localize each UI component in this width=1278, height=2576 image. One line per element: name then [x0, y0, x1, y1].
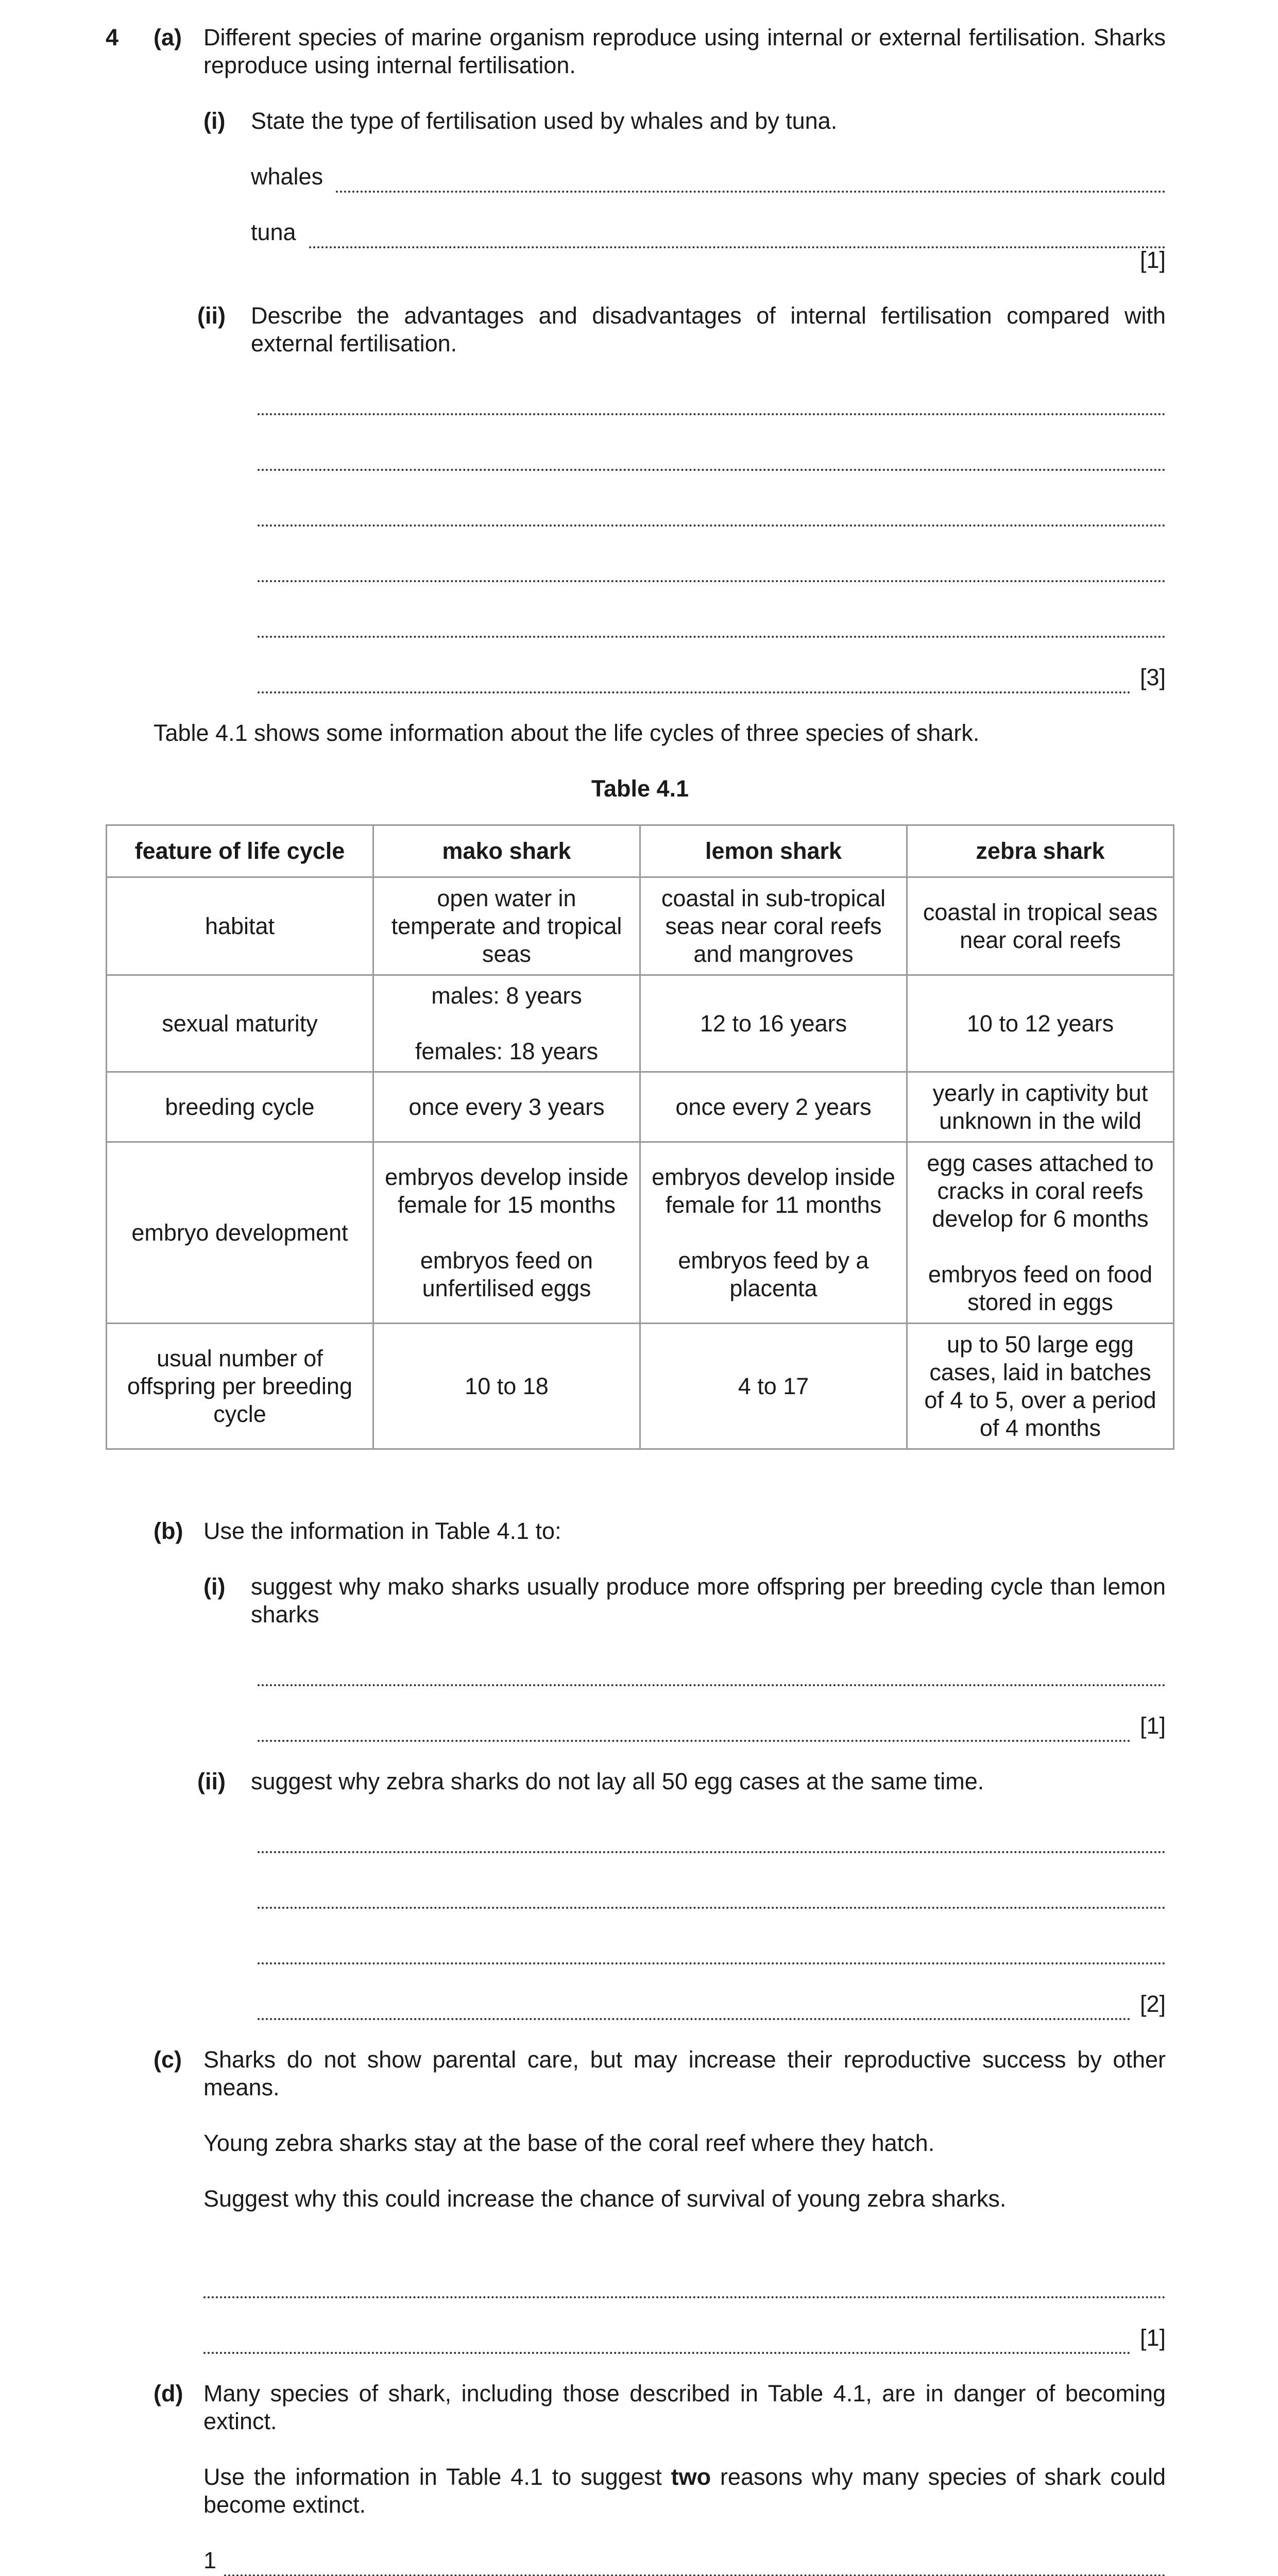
table-cell: open water in temperate and tropical seas — [373, 877, 640, 975]
table-cell: 10 to 12 years — [907, 975, 1174, 1072]
table-header-row — [107, 825, 1174, 877]
answer-line[interactable] — [258, 608, 1166, 638]
part-b-i-label: (i) — [203, 1573, 226, 1600]
table-cell — [640, 1142, 907, 1324]
cell-line: embryos develop inside female for 15 months — [385, 1163, 628, 1218]
part-a-ii-text: Describe the advantages and disadvantages of internal fertilisation compared with external fertilisation. — [251, 302, 1166, 357]
part-c-paragraph-3: Suggest why this could increase the chance of survival of young zebra sharks. — [203, 2185, 1007, 2212]
part-c-paragraph-2: Young zebra sharks stay at the base of the coral reef where they hatch. — [203, 2130, 935, 2156]
part-a-label: (a) — [154, 24, 182, 50]
part-d-paragraph-2 — [203, 2463, 1166, 2519]
emphasis-two: two — [671, 2464, 711, 2490]
column-header: mako shark — [373, 825, 640, 877]
cell-line: embryos feed on unfertilised eggs — [420, 1247, 593, 1301]
column-header: zebra shark — [907, 825, 1174, 877]
part-b-stem: Use the information in Table 4.1 to: — [203, 1518, 561, 1544]
table-cell: once every 3 years — [373, 1072, 640, 1142]
marks-a-i: [1] — [1139, 247, 1166, 273]
answer-line[interactable] — [258, 1990, 1131, 2020]
answer-line[interactable] — [258, 441, 1166, 471]
marks-b-i: [1] — [1139, 1713, 1166, 1739]
answer-number-1: 1 — [203, 2547, 217, 2573]
table-cell: habitat — [107, 877, 373, 975]
part-d-paragraph-1: Many species of shark, including those described in Table 4.1, are in danger of becoming extinct. — [203, 2380, 1166, 2434]
table-cell: 10 to 18 — [373, 1324, 640, 1449]
column-header: feature of life cycle — [107, 825, 373, 877]
table-cell — [373, 1142, 640, 1324]
table-row — [107, 1324, 1174, 1449]
part-a-ii-label: (ii) — [197, 302, 226, 329]
table-intro: Table 4.1 shows some information about the life cycles of three species of shark. — [154, 720, 980, 746]
table-row — [107, 877, 1174, 975]
table-cell — [373, 975, 640, 1072]
answer-line[interactable] — [203, 2268, 1166, 2298]
answer-line[interactable] — [203, 2324, 1131, 2354]
answer-line[interactable] — [258, 1712, 1131, 1742]
cell-line: females: 18 years — [415, 1038, 599, 1064]
instruction-text: reasons why many species of shark could become extinct. — [203, 2464, 1166, 2518]
part-b-i-text: suggest why mako sharks usually produce more offspring per breeding cycle than lemon sharks — [251, 1573, 1166, 1628]
part-c-paragraph-1: Sharks do not show parental care, but may increase their reproductive success by other means. — [203, 2046, 1166, 2100]
table-cell: usual number of offspring per breeding cycle — [107, 1324, 373, 1449]
table-cell: 4 to 17 — [640, 1324, 907, 1449]
table-cell: once every 2 years — [640, 1072, 907, 1142]
question-number: 4 — [106, 24, 119, 50]
column-header: lemon shark — [640, 825, 907, 877]
answer-line[interactable] — [258, 664, 1131, 693]
table-cell: sexual maturity — [107, 975, 373, 1072]
part-b-label: (b) — [154, 1518, 183, 1544]
cell-line: egg cases attached to cracks in coral reefs develop for 6 months — [927, 1149, 1154, 1232]
instruction-text: Use the information in Table 4.1 to suggest — [203, 2464, 671, 2490]
table-row — [107, 1072, 1174, 1142]
table-row — [107, 1142, 1174, 1324]
cell-line: males: 8 years — [431, 982, 582, 1009]
answer-line[interactable] — [258, 1823, 1166, 1853]
answer-line-whales[interactable] — [336, 163, 1166, 193]
answer-line[interactable] — [258, 1656, 1166, 1686]
table-cell: 12 to 16 years — [640, 975, 907, 1072]
table-cell: coastal in tropical seas near coral reefs — [907, 877, 1174, 975]
table-cell: up to 50 large egg cases, laid in batches of 4 to 5, over a period of 4 months — [907, 1324, 1174, 1449]
part-a-i-label: (i) — [203, 108, 226, 134]
table-cell: coastal in sub-tropical seas near coral reefs and mangroves — [640, 877, 907, 975]
answer-line[interactable] — [258, 497, 1166, 527]
part-a-stem: Different species of marine organism reproduce using internal or external fertilisation. Sharks reproduce using internal fertilisation. — [203, 24, 1166, 78]
table-cell: yearly in captivity but unknown in the wild — [907, 1072, 1174, 1142]
tuna-label: tuna — [251, 219, 296, 245]
answer-line[interactable] — [258, 1935, 1166, 1964]
cell-line: embryos feed on food stored in eggs — [928, 1261, 1153, 1315]
part-d-label: (d) — [154, 2380, 183, 2406]
life-cycle-table — [106, 824, 1174, 1450]
answer-line[interactable] — [258, 385, 1166, 415]
part-b-ii-label: (ii) — [197, 1768, 226, 1794]
part-c-label: (c) — [154, 2046, 182, 2073]
answer-line-1[interactable] — [224, 2547, 1166, 2576]
part-a-i-text: State the type of fertilisation used by whales and by tuna. — [251, 108, 838, 134]
marks-c: [1] — [1139, 2325, 1166, 2351]
table-cell: embryo development — [107, 1142, 373, 1324]
table-caption: Table 4.1 — [591, 775, 689, 802]
whales-label: whales — [251, 163, 323, 190]
cell-line: embryos develop inside female for 11 months — [652, 1163, 895, 1218]
cell-line: embryos feed by a placenta — [678, 1247, 869, 1301]
table-cell — [907, 1142, 1174, 1324]
answer-line-tuna[interactable] — [309, 218, 1166, 248]
marks-b-ii: [2] — [1139, 1991, 1166, 2017]
marks-a-ii: [3] — [1139, 664, 1166, 690]
answer-line[interactable] — [258, 1879, 1166, 1909]
table-row — [107, 975, 1174, 1072]
answer-line[interactable] — [258, 552, 1166, 582]
table-cell: breeding cycle — [107, 1072, 373, 1142]
part-b-ii-text: suggest why zebra sharks do not lay all 50 egg cases at the same time. — [251, 1768, 984, 1794]
